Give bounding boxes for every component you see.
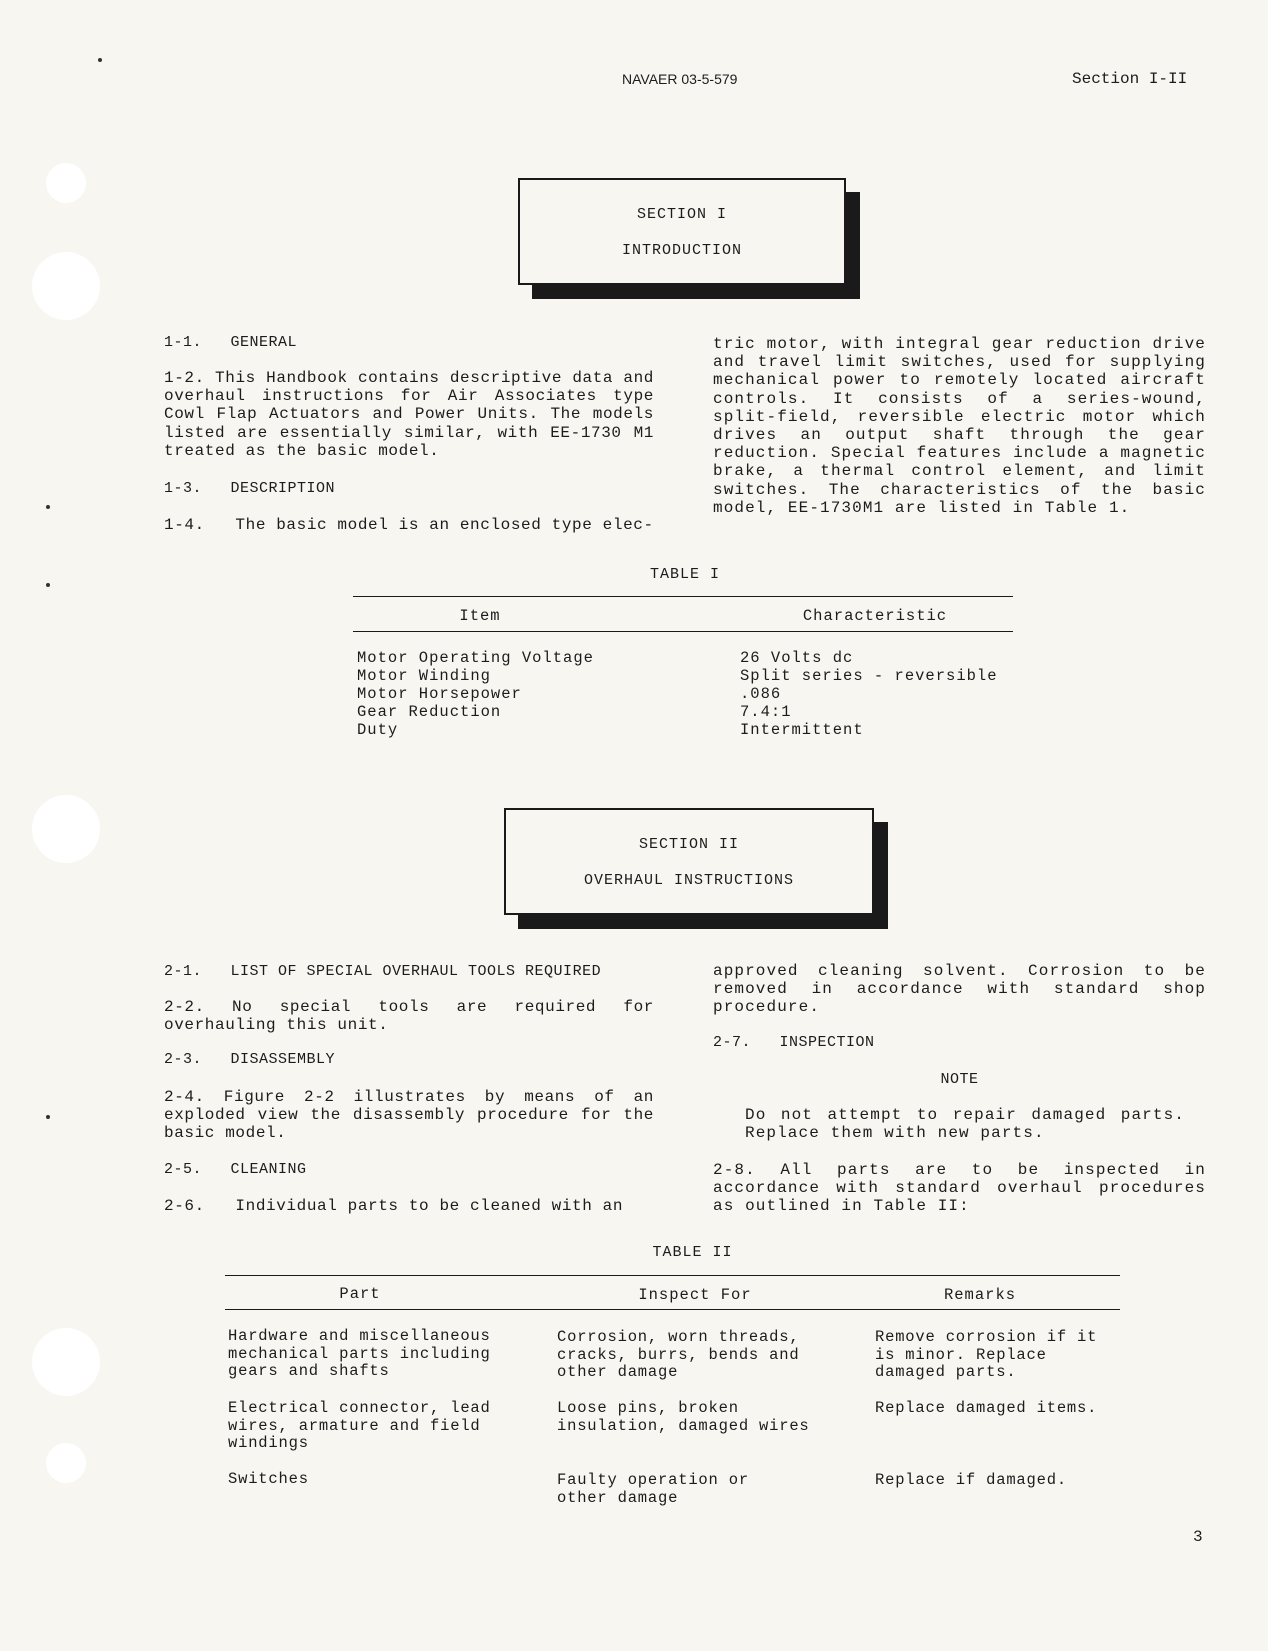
table-2-header-inspect-for: Inspect For: [638, 1286, 752, 1304]
heading-2-5: 2-5. CLEANING: [164, 1161, 307, 1178]
section-2-title: SECTION II: [638, 836, 739, 853]
table-2-cell: Replace damaged items.: [875, 1399, 1098, 1417]
section-reference: Section I-II: [1072, 70, 1188, 88]
binder-hole: [32, 252, 100, 320]
paragraph-2-4: 2-4. Figure 2-2 illustrates by means of an exploded view the disassembly procedure for the basic model.: [164, 1088, 654, 1143]
paragraph-1-2: 1-2. This Handbook contains descriptive data and overhaul instructions for Air Associates type Cowl Flap Actuators and Power Units. The models listed are essentially similar, with EE-1730 M1 treated as the basic model.: [164, 369, 654, 460]
table-1-title: TABLE I: [649, 566, 720, 583]
binder-hole: [46, 163, 86, 203]
binder-hole: [32, 1328, 100, 1396]
margin-speck: [98, 58, 102, 62]
table-1-cell: .086: [740, 685, 782, 703]
document-number: NAVAER 03-5-579: [622, 71, 738, 87]
table-2-title: TABLE II: [652, 1244, 733, 1261]
section-2-subtitle: OVERHAUL INSTRUCTIONS: [583, 872, 795, 889]
table-2-cell: Switches: [228, 1470, 309, 1488]
margin-speck: [46, 505, 50, 509]
table-1-header-characteristic: Characteristic: [802, 607, 948, 625]
table-2-cell: Hardware and miscellaneous mechanical parts including gears and shafts: [228, 1327, 491, 1380]
table-1-cell: Motor Operating Voltage: [357, 649, 594, 667]
heading-2-3: 2-3. DISASSEMBLY: [164, 1051, 336, 1068]
table-2-cell: Loose pins, broken insulation, damaged wires: [557, 1399, 810, 1435]
binder-hole: [46, 1443, 86, 1483]
paragraph-2-6-continued: approved cleaning solvent. Corrosion to be removed in accordance with standard shop procedure.: [713, 962, 1206, 1017]
paragraph-2-6-start: 2-6. Individual parts to be cleaned with an: [164, 1197, 624, 1215]
table-1-cell: Motor Winding: [357, 667, 491, 685]
section-1-subtitle: INTRODUCTION: [621, 242, 743, 259]
binder-hole: [32, 795, 100, 863]
note-title: NOTE: [940, 1071, 979, 1088]
table-1-header-item: Item: [459, 607, 501, 625]
table-1-cell: Motor Horsepower: [357, 685, 522, 703]
page-number: 3: [1193, 1528, 1203, 1546]
paragraph-1-4-start: 1-4. The basic model is an enclosed type elec-: [164, 516, 654, 534]
table-1-cell: Gear Reduction: [357, 703, 502, 721]
table-1-cell: 7.4:1: [740, 703, 792, 721]
paragraph-1-4-continued: tric motor, with integral gear reduction drive and travel limit switches, used for supplying mechanical power to remotely located aircraft controls. It consists of a series-wound, split-field, reversible electric motor which drives an output shaft through the gear reduction. Special features include a magnetic brake, a thermal control element, and limit switches. The characteristics of the basic model, EE-1730M1 are listed in Table 1.: [713, 335, 1206, 517]
paragraph-2-2: 2-2. No special tools are required for overhauling this unit.: [164, 998, 654, 1035]
heading-description: 1-3. DESCRIPTION: [164, 480, 336, 497]
section-1-title: SECTION I: [636, 206, 727, 223]
table-2-header-remarks: Remarks: [943, 1286, 1017, 1304]
table-1-cell: Intermittent: [740, 721, 864, 739]
table-2-cell: Corrosion, worn threads, cracks, burrs, bends and other damage: [557, 1328, 800, 1381]
table-1-cell: Split series - reversible: [740, 667, 998, 685]
heading-2-7: 2-7. INSPECTION: [713, 1034, 875, 1051]
table-2-cell: Faulty operation or other damage: [557, 1471, 749, 1507]
table-2-top-rule: [225, 1275, 1120, 1276]
table-1-cell: 26 Volts dc: [740, 649, 854, 667]
section-2-title-box: [504, 808, 874, 915]
heading-2-1: 2-1. LIST OF SPECIAL OVERHAUL TOOLS REQUIRED: [164, 963, 602, 980]
paragraph-2-8: 2-8. All parts are to be inspected in accordance with standard overhaul procedures as outlined in Table II:: [713, 1161, 1206, 1216]
table-2-cell: Replace if damaged.: [875, 1471, 1067, 1489]
table-2-cell: Electrical connector, lead wires, armature and field windings: [228, 1399, 491, 1452]
table-2-cell: Remove corrosion if it is minor. Replace damaged parts.: [875, 1328, 1098, 1381]
table-1-top-rule: [353, 596, 1013, 597]
table-1-header-rule: [353, 631, 1013, 632]
table-2-header-rule: [225, 1309, 1120, 1310]
margin-speck: [46, 583, 50, 587]
note-text: Do not attempt to repair damaged parts. Replace them with new parts.: [745, 1106, 1185, 1143]
table-1-cell: Duty: [357, 721, 399, 739]
margin-speck: [46, 1115, 50, 1119]
section-1-title-box: [518, 178, 846, 285]
heading-general: 1-1. GENERAL: [164, 334, 298, 351]
table-2-header-part: Part: [339, 1285, 381, 1303]
